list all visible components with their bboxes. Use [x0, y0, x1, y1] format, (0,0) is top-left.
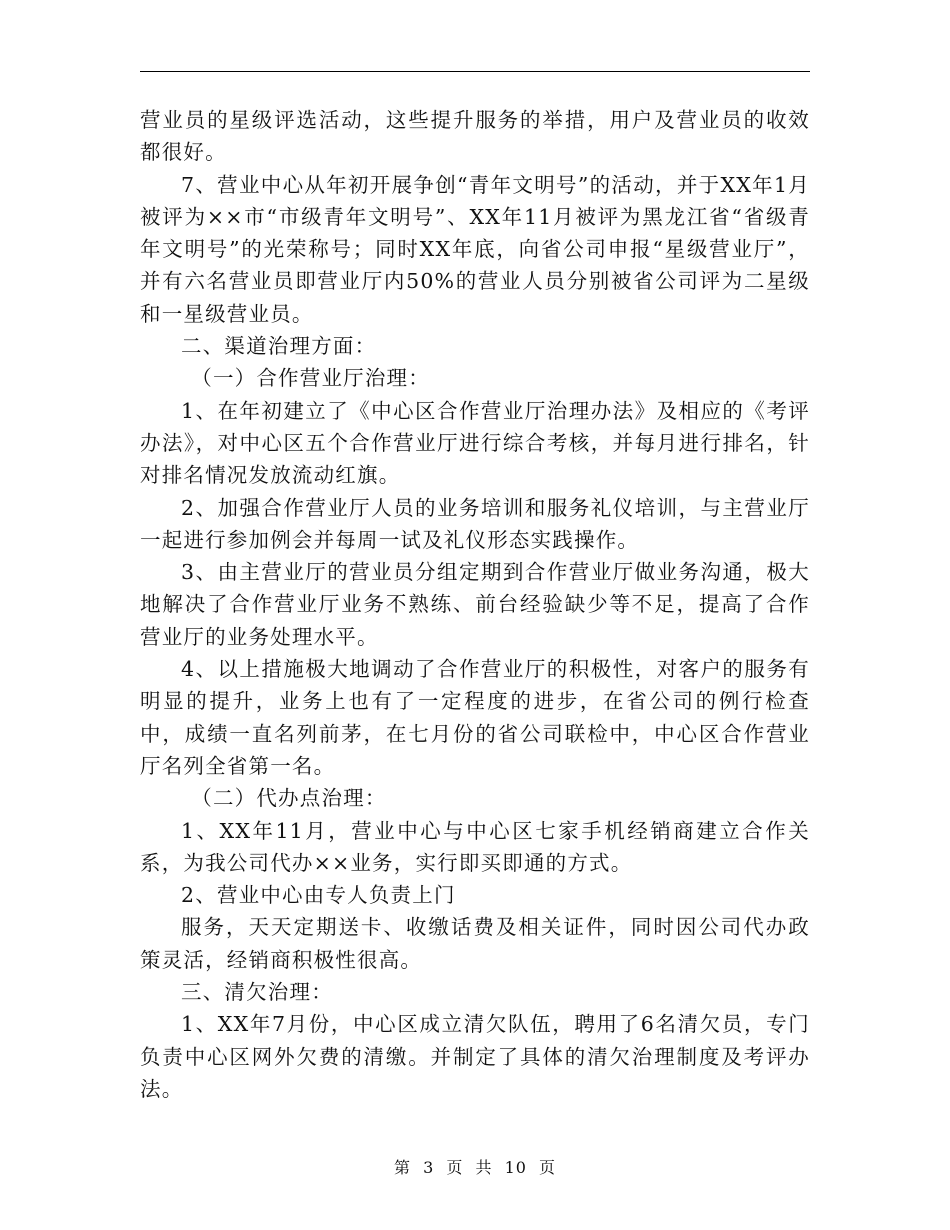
footer-label-unit: 页 — [446, 1158, 464, 1177]
subsection-heading: （二）代办点治理： — [191, 786, 387, 811]
paragraph: 服务，天天定期送卡、收缴话费及相关证件，同时因公司代办政策灵活，经销商积极性很高。 — [140, 915, 810, 972]
paragraph: 7、营业中心从年初开展争创“青年文明号”的活动，并于XX年1月被评为××市“市级青年文明号”、XX年11月被评为黑龙江省“省级青年文明号”的光荣称号；同时XX年底，向省公司申报“星级营业厅”，并有六名营业员即营业厅内50%的营业人员分别被省公司评为二星级和一星级营业员。 — [140, 172, 810, 326]
paragraph: 1、XX年7月份，中心区成立清欠队伍，聘用了6名清欠员，专门负责中心区网外欠费的清缴。并制定了具体的清欠治理制度及考评办法。 — [140, 1012, 810, 1101]
footer-label-page: 第 — [393, 1158, 411, 1177]
footer-label-total: 共 — [475, 1158, 493, 1177]
section-heading: 三、清欠治理： — [181, 980, 333, 1005]
paragraph: 2、加强合作营业厅人员的业务培训和服务礼仪培训，与主营业厅一起进行参加例会并每周一试及礼仪形态实践操作。 — [140, 495, 810, 552]
paragraph: 1、在年初建立了《中心区合作营业厅治理办法》及相应的《考评办法》，对中心区五个合作营业厅进行综合考核，并每月进行排名，针对排名情况发放流动红旗。 — [140, 398, 810, 488]
paragraph: 营业员的星级评选活动，这些提升服务的举措，用户及营业员的收效都很好。 — [140, 108, 810, 165]
document-body — [140, 104, 810, 1105]
subsection-heading: （一）合作营业厅治理： — [191, 366, 430, 391]
footer-label-unit-end: 页 — [539, 1158, 557, 1177]
paragraph: 4、以上措施极大地调动了合作营业厅的积极性，对客户的服务有明显的提升，业务上也有了一定程度的进步，在省公司的例行检查中，成绩一直名列前茅，在七月份的省公司联检中，中心区合作营业厅名列全省第一名。 — [140, 657, 810, 778]
page-footer — [0, 1155, 950, 1178]
footer-total-pages: 10 — [504, 1158, 527, 1177]
section-heading: 二、渠道治理方面： — [181, 334, 377, 359]
footer-current-page: 3 — [423, 1158, 435, 1177]
paragraph: 2、营业中心由专人负责上门 — [181, 883, 456, 908]
paragraph: 1、XX年11月，营业中心与中心区七家手机经销商建立合作关系，为我公司代办××业务，实行即买即通的方式。 — [140, 818, 810, 875]
header-rule — [140, 71, 810, 72]
paragraph: 3、由主营业厅的营业员分组定期到合作营业厅做业务沟通，极大地解决了合作营业厅业务不熟练、前台经验缺少等不足，提高了合作营业厅的业务处理水平。 — [140, 560, 810, 649]
